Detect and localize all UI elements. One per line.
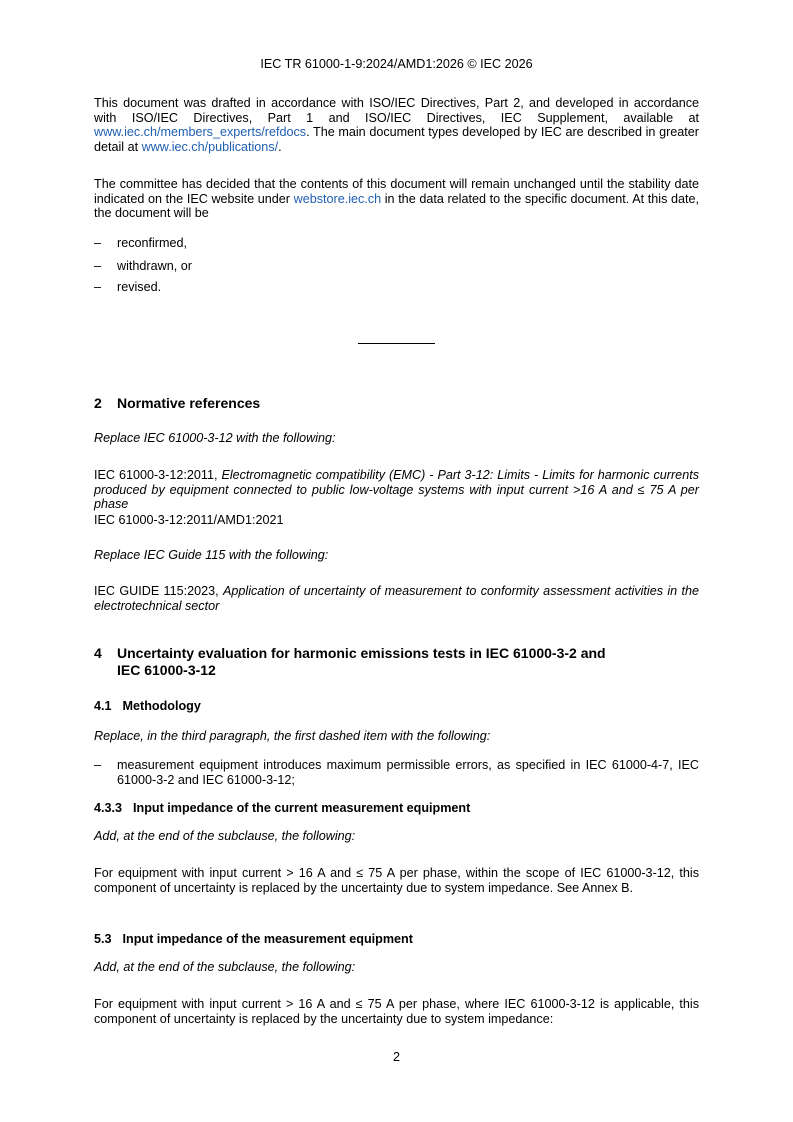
- paragraph-4-3-3: For equipment with input current > 16 A and ≤ 75 A per phase, within the scope of IEC 61000-3-12, this component of uncertainty is replaced by the uncertainty due to system impedance. See Annex B.: [94, 866, 699, 895]
- section-number: 2: [94, 395, 102, 411]
- reference-iec-guide-115: [94, 584, 699, 613]
- subsection-title: Input impedance of the current measurement equipment: [133, 801, 471, 815]
- instruction-4-1: Replace, in the third paragraph, the first dashed item with the following:: [94, 729, 491, 743]
- reference-iec-61000-3-12: [94, 468, 699, 512]
- list-item-text: reconfirmed,: [117, 236, 187, 250]
- instruction-4-3-3: Add, at the end of the subclause, the following:: [94, 829, 356, 843]
- subsection-number: 5.3: [94, 932, 112, 946]
- reference-amendment: IEC 61000-3-12:2011/AMD1:2021: [94, 513, 284, 527]
- subsection-title: Methodology: [122, 699, 201, 713]
- instruction-ref2: Replace IEC Guide 115 with the following:: [94, 548, 329, 562]
- dash-marker: –: [94, 236, 102, 250]
- reference-designation: IEC 61000-3-12:2011,: [94, 468, 222, 482]
- section-title-line-1: Uncertainty evaluation for harmonic emissions tests in IEC 61000-3-2 and: [117, 645, 606, 661]
- list-item-text: measurement equipment introduces maximum permissible errors, as specified in IEC 61000-4-7, IEC 61000-3-2 and IEC 61000-3-12;: [117, 758, 699, 787]
- dash-marker: –: [94, 758, 102, 772]
- subsection-number: 4.1: [94, 699, 112, 713]
- intro-paragraph-drafting: [94, 96, 699, 154]
- section-title-line-2: IEC 61000-3-12: [117, 662, 216, 678]
- list-item-text: withdrawn, or: [117, 259, 192, 273]
- intro-drafting-text-b: . The main document types developed by IEC are described in greater detail at: [94, 125, 699, 154]
- reference-designation: IEC GUIDE 115:2023,: [94, 584, 223, 598]
- list-item-text: revised.: [117, 280, 162, 294]
- refdocs-link[interactable]: www.iec.ch/members_experts/refdocs: [94, 125, 307, 140]
- reference-title: Electromagnetic compatibility (EMC) - Part 3-12: Limits - Limits for harmonic currents produced by equipment connected to public low-voltage systems with input current >16 A and ≤ 75 A per phase: [94, 468, 699, 512]
- intro-stability-text-b: in the data related to the specific document. At this date, the document will be: [94, 191, 700, 221]
- subsection-title: Input impedance of the measurement equipment: [122, 932, 413, 946]
- dash-marker: –: [94, 259, 102, 273]
- intro-drafting-text-c: .: [278, 139, 282, 154]
- list-item: [94, 758, 699, 787]
- reference-title: Application of uncertainty of measurement to conformity assessment activities in the electrotechnical sector: [94, 584, 699, 613]
- section-title: Normative references: [117, 395, 261, 411]
- intro-stability-text-a: The committee has decided that the contents of this document will remain unchanged until the stability date indicated on the IEC website under: [94, 177, 699, 206]
- subsection-4-3-3-heading: [94, 801, 470, 816]
- page-number: 2: [392, 1050, 400, 1064]
- subsection-5-3-heading: [94, 932, 413, 947]
- subsection-number: 4.3.3: [94, 801, 123, 815]
- dash-marker: –: [94, 280, 102, 294]
- instruction-ref1: Replace IEC 61000-3-12 with the following:: [94, 431, 336, 445]
- paragraph-5-3: For equipment with input current > 16 A and ≤ 75 A per phase, where IEC 61000-3-12 is applicable, this component of uncertainty is replaced by the uncertainty due to system impedance:: [94, 997, 699, 1026]
- intro-paragraph-stability: [94, 177, 699, 221]
- separator-line: [358, 343, 435, 344]
- subsection-4-1-heading: [94, 699, 201, 714]
- page-header: IEC TR 61000-1-9:2024/AMD1:2026 © IEC 2026: [260, 57, 533, 71]
- section-number: 4: [94, 645, 102, 661]
- instruction-5-3: Add, at the end of the subclause, the following:: [94, 960, 356, 974]
- intro-drafting-text-a: This document was drafted in accordance with ISO/IEC Directives, Part 2, and developed in accordance with ISO/IEC Directives, Part 1 and ISO/IEC Directives, IEC Supplement, available at: [94, 96, 699, 125]
- publications-link[interactable]: www.iec.ch/publications/: [141, 139, 279, 154]
- webstore-link[interactable]: webstore.iec.ch: [293, 191, 382, 206]
